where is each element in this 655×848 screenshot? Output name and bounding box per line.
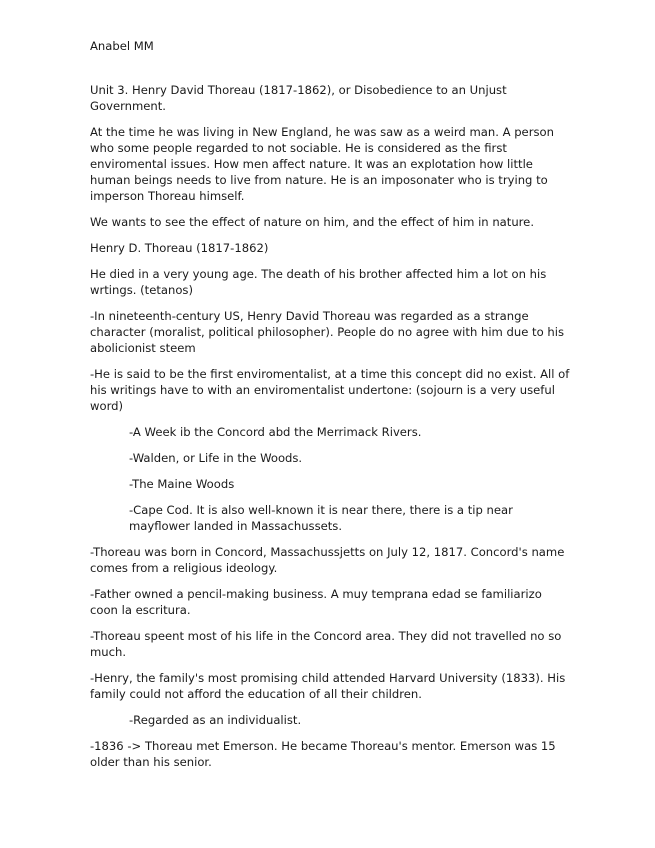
list-item: -Cape Cod. It is also well-known it is near there, there is a tip near mayflower landed in Massachussets.	[129, 503, 513, 533]
paragraph: -Henry, the family's most promising child attended Harvard University (1833). His family could not afford the education of all their children.	[90, 671, 566, 701]
list-item: -Walden, or Life in the Woods.	[129, 451, 303, 465]
author-name: Anabel MM	[90, 39, 154, 53]
paragraph: -Thoreau was born in Concord, Massachussjetts on July 12, 1817. Concord's name comes from a religious ideology.	[90, 545, 565, 575]
paragraph: At the time he was living in New England, he was saw as a weird man. A person who some people regarded to not sociable. He is considered as the first enviromental issues. How men affect nature. It was an explotation how little human beings needs to live from nature. He is an imposonater who is trying to imperson Thoreau himself.	[90, 125, 554, 203]
document-page	[90, 38, 570, 780]
paragraph: He died in a very young age. The death of his brother affected him a lot on his wrtings. (tetanos)	[90, 267, 547, 297]
document-body	[90, 82, 570, 770]
paragraph: -He is said to be the first enviromentalist, at a time this concept did no exist. All of his writings have to with an enviromentalist undertone: (sojourn is a very useful word)	[90, 367, 570, 413]
paragraph: Unit 3. Henry David Thoreau (1817-1862), or Disobedience to an Unjust Government.	[90, 83, 507, 113]
list-item: -A Week ib the Concord abd the Merrimack Rivers.	[129, 425, 422, 439]
paragraph: -Thoreau speent most of his life in the Concord area. They did not travelled no so much.	[90, 629, 562, 659]
list-item: -The Maine Woods	[129, 477, 235, 491]
list-item: -Regarded as an individualist.	[129, 713, 302, 727]
paragraph: Henry D. Thoreau (1817-1862)	[90, 241, 269, 255]
paragraph: -In nineteenth-century US, Henry David Thoreau was regarded as a strange character (moralist, political philosopher). People do no agree with him due to his abolicionist steem	[90, 309, 564, 355]
paragraph: -1836 -> Thoreau met Emerson. He became Thoreau's mentor. Emerson was 15 older than his senior.	[90, 739, 556, 769]
paragraph: We wants to see the effect of nature on him, and the effect of him in nature.	[90, 215, 534, 229]
paragraph: -Father owned a pencil-making business. A muy temprana edad se familiarizo coon la escritura.	[90, 587, 542, 617]
